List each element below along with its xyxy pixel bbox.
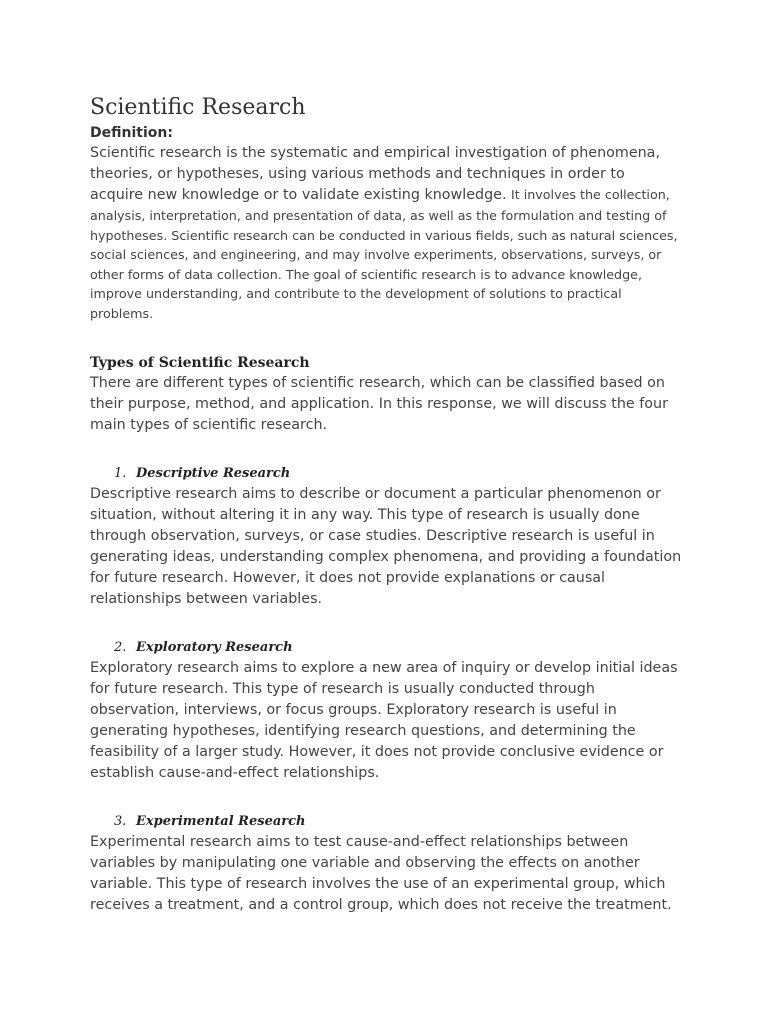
types-heading: Types of Scientific Research xyxy=(90,355,310,371)
type-item-body: Experimental research aims to test cause-and-effect relationships between variables by manipulating one variable and observing the effects on another variable. This type of research involves the use of an experimental group, which receives a treatment, and a control group, which does not receive the treatment. xyxy=(90,834,672,913)
type-item-number: 3. xyxy=(114,814,127,829)
definition-lead-text: Scientific research is the systematic and empirical investigation of phenomena, theories, or hypotheses, using various methods and techniques in order to acquire new knowledge or to validate existing knowledge. xyxy=(90,145,660,203)
type-item-heading xyxy=(90,812,682,832)
type-item-heading xyxy=(90,638,682,658)
page-title: Scientific Research xyxy=(90,95,306,120)
definition-paragraph xyxy=(90,143,682,323)
document-page xyxy=(90,93,682,916)
type-item-experimental xyxy=(90,812,682,916)
type-item-title: Experimental Research xyxy=(136,814,306,829)
type-item-descriptive xyxy=(90,464,682,610)
types-intro-paragraph: There are different types of scientific research, which can be classified based on their purpose, method, and application. In this response, we will discuss the four main types of scientific research. xyxy=(90,375,668,433)
type-item-body: Exploratory research aims to explore a new area of inquiry or develop initial ideas for future research. This type of research is usually conducted through observation, interviews, or focus groups. Exploratory research is useful in generating hypotheses, identifying research questions, and determining the feasibility of a larger study. However, it does not provide conclusive evidence or establish cause-and-effect relationships. xyxy=(90,660,678,781)
type-item-number: 1. xyxy=(114,466,127,481)
type-item-number: 2. xyxy=(114,640,127,655)
type-item-title: Descriptive Research xyxy=(136,466,291,481)
type-item-body: Descriptive research aims to describe or document a particular phenomenon or situation, without altering it in any way. This type of research is usually done through observation, surveys, or case studies. Descriptive research is useful in generating ideas, understanding complex phenomena, and providing a foundation for future research. However, it does not provide explanations or causal relationships between variables. xyxy=(90,486,682,607)
type-item-exploratory xyxy=(90,638,682,784)
type-item-title: Exploratory Research xyxy=(136,640,293,655)
definition-rest-text: It involves the collection, analysis, interpretation, and presentation of data, as well as the formulation and testing of hypotheses. Scientific research can be conducted in various fields, such as natural sciences, social sciences, and engineering, and may involve experiments, observations, surveys, or other forms of data collection. The goal of scientific research is to advance knowledge, improve understanding, and contribute to the development of solutions to practical problems. xyxy=(90,187,678,321)
type-item-heading xyxy=(90,464,682,484)
definition-label: Definition: xyxy=(90,125,173,141)
